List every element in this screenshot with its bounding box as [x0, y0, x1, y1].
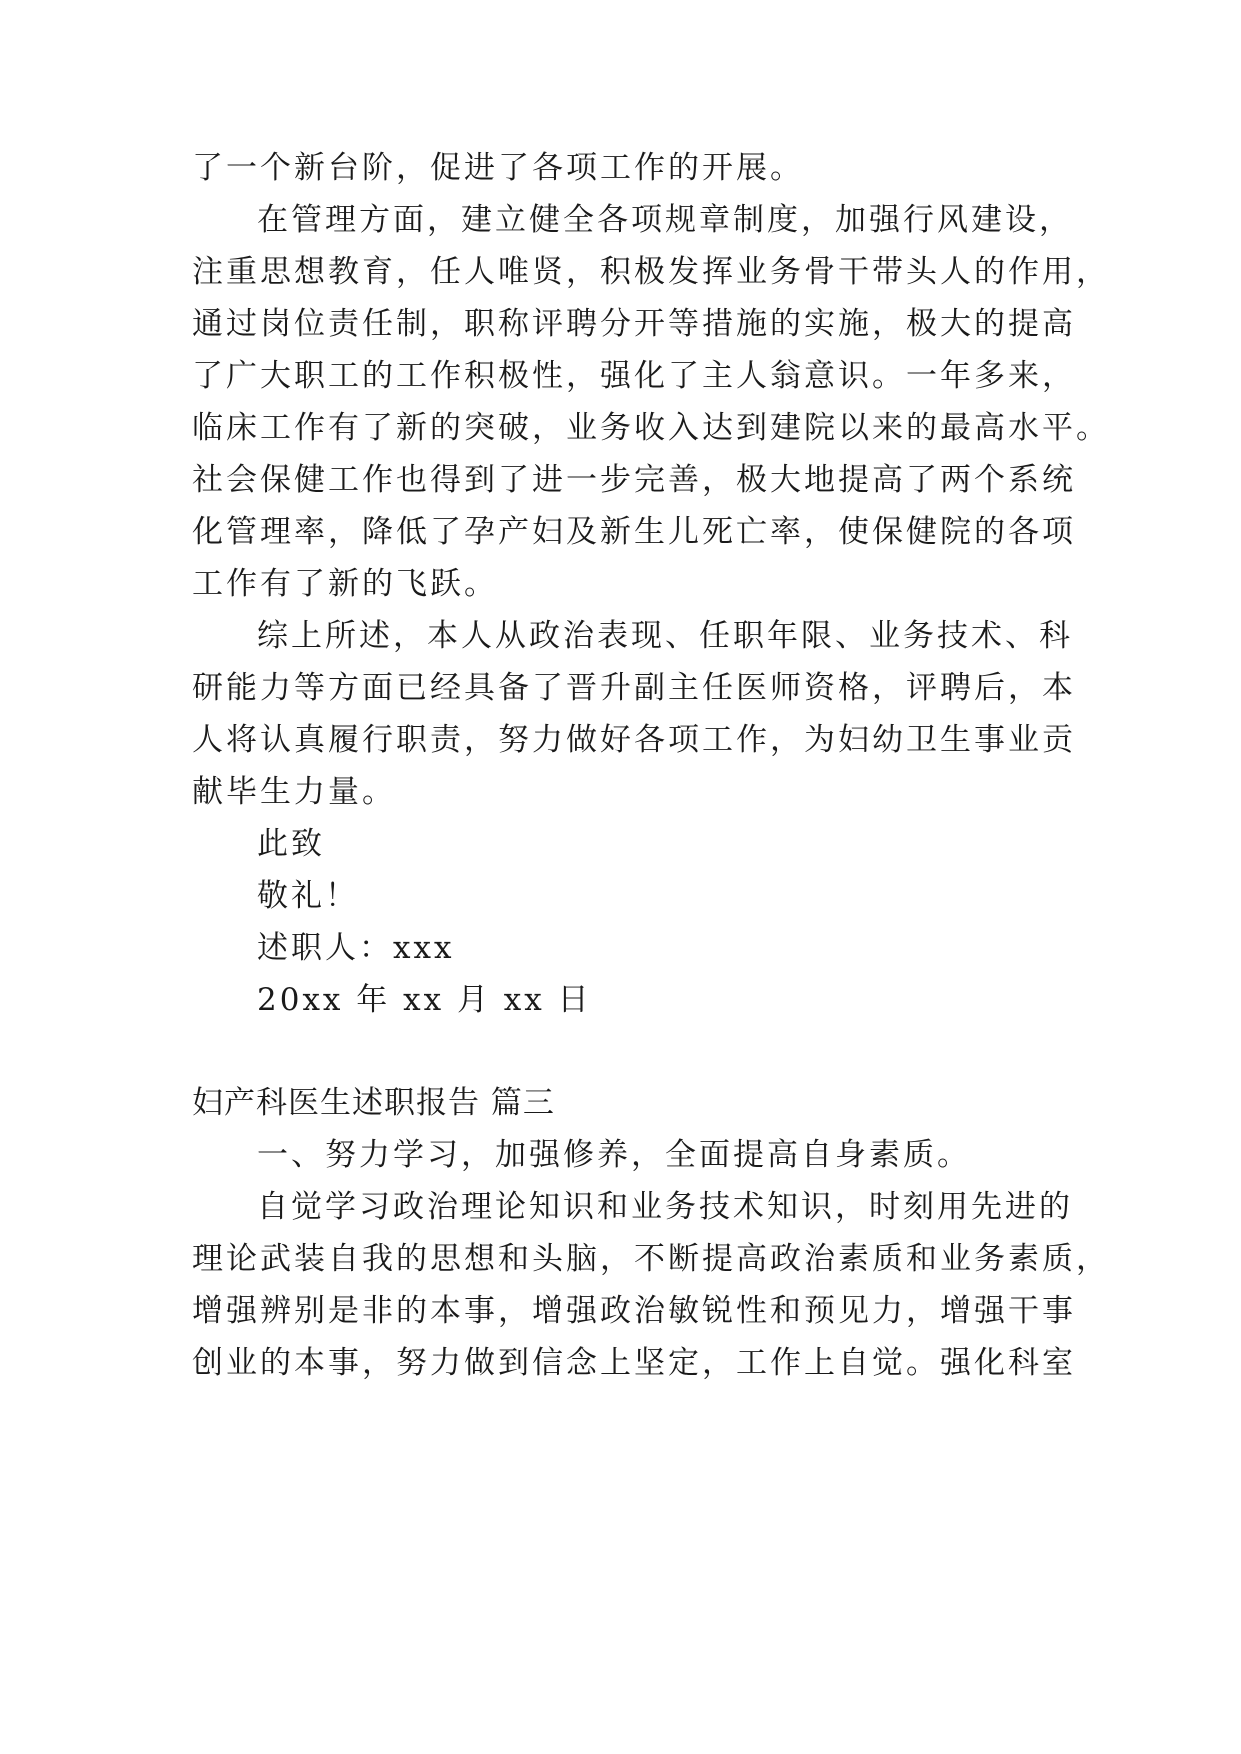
- text-line: 增强辨别是非的本事，增强政治敏锐性和预见力，增强干事: [192, 1293, 1076, 1329]
- text-line: 献毕生力量。: [192, 774, 396, 810]
- text-line: 工作有了新的飞跃。: [192, 566, 498, 602]
- text-line: 临床工作有了新的突破，业务收入达到建院以来的最高水平。: [192, 410, 1110, 446]
- subheading-line: 一、努力学习，加强修养，全面提高自身素质。: [257, 1137, 971, 1173]
- date-line: 20xx 年 xx 月 xx 日: [257, 982, 592, 1018]
- salutation-line: 敬礼！: [257, 878, 359, 914]
- text-line: 创业的本事，努力做到信念上坚定，工作上自觉。强化科室: [192, 1345, 1076, 1381]
- text-line: 自觉学习政治理论知识和业务技术知识，时刻用先进的: [257, 1189, 1073, 1225]
- text-line: 社会保健工作也得到了进一步完善，极大地提高了两个系统: [192, 462, 1076, 498]
- text-line: 了广大职工的工作积极性，强化了主人翁意识。一年多来，: [192, 358, 1076, 394]
- text-line: 综上所述，本人从政治表现、任职年限、业务技术、科: [257, 618, 1073, 654]
- section-heading: 妇产科医生述职报告 篇三: [192, 1085, 555, 1121]
- signature-line: 述职人：xxx: [257, 930, 455, 966]
- text-line: 注重思想教育，任人唯贤，积极发挥业务骨干带头人的作用，: [192, 254, 1110, 290]
- text-line: 在管理方面，建立健全各项规章制度，加强行风建设，: [257, 202, 1073, 238]
- text-line: 理论武装自我的思想和头脑，不断提高政治素质和业务素质，: [192, 1241, 1110, 1277]
- text-line: 研能力等方面已经具备了晋升副主任医师资格，评聘后，本: [192, 670, 1076, 706]
- text-line: 了一个新台阶，促进了各项工作的开展。: [192, 150, 804, 186]
- closing-line: 此致: [257, 826, 325, 862]
- text-line: 人将认真履行职责，努力做好各项工作，为妇幼卫生事业贡: [192, 722, 1076, 758]
- text-line: 通过岗位责任制，职称评聘分开等措施的实施，极大的提高: [192, 306, 1076, 342]
- text-line: 化管理率，降低了孕产妇及新生儿死亡率，使保健院的各项: [192, 514, 1076, 550]
